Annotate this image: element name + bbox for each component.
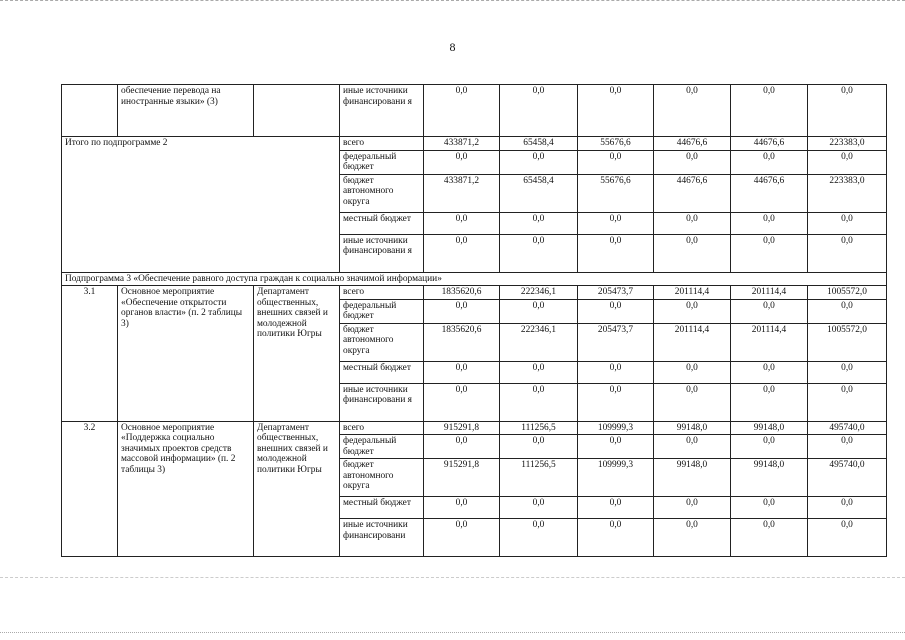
- value-cell: 201114,4: [731, 323, 808, 361]
- value-cell: 0,0: [731, 361, 808, 383]
- value-cell: 0,0: [500, 212, 578, 234]
- value-cell: 1005572,0: [808, 286, 887, 300]
- value-cell: 0,0: [578, 150, 654, 174]
- value-cell: 0,0: [731, 519, 808, 557]
- value-cell: 99148,0: [731, 421, 808, 435]
- value-cell: 0,0: [808, 497, 887, 519]
- value-cell: 0,0: [731, 383, 808, 421]
- value-cell: 0,0: [578, 435, 654, 459]
- value-cell: 0,0: [424, 361, 500, 383]
- value-cell: 0,0: [578, 85, 654, 137]
- value-cell: 0,0: [731, 435, 808, 459]
- value-cell: 0,0: [500, 383, 578, 421]
- value-cell: 222346,1: [500, 286, 578, 300]
- table-body: [62, 85, 887, 557]
- funding-source: федеральный бюджет: [340, 435, 424, 459]
- funding-source: всего: [340, 421, 424, 435]
- value-cell: 0,0: [654, 299, 731, 323]
- value-cell: 433871,2: [424, 174, 500, 212]
- funding-source: иные источники финансировани я: [340, 234, 424, 272]
- value-cell: 0,0: [654, 497, 731, 519]
- responsible-dept: [254, 85, 340, 137]
- row-number: 3.2: [62, 421, 118, 557]
- table-row: [62, 286, 887, 300]
- value-cell: 0,0: [654, 383, 731, 421]
- scan-edge-top: [0, 0, 905, 5]
- page-number: 8: [449, 40, 456, 54]
- value-cell: 0,0: [424, 299, 500, 323]
- value-cell: 44676,6: [654, 137, 731, 151]
- value-cell: 915291,8: [424, 459, 500, 497]
- value-cell: 0,0: [808, 150, 887, 174]
- value-cell: 0,0: [731, 85, 808, 137]
- value-cell: 0,0: [808, 234, 887, 272]
- funding-source: иные источники финансировани я: [340, 85, 424, 137]
- value-cell: 0,0: [731, 299, 808, 323]
- value-cell: 44676,6: [731, 174, 808, 212]
- value-cell: 0,0: [424, 435, 500, 459]
- value-cell: 109999,3: [578, 459, 654, 497]
- value-cell: 44676,6: [654, 174, 731, 212]
- value-cell: 0,0: [731, 212, 808, 234]
- value-cell: 0,0: [500, 435, 578, 459]
- measure-name: Основное мероприятие «Обеспечение открытости органов власти» (п. 2 таблицы 3): [118, 286, 254, 422]
- funding-source: местный бюджет: [340, 212, 424, 234]
- value-cell: 0,0: [578, 519, 654, 557]
- scan-fold-line: [0, 577, 905, 578]
- value-cell: 201114,4: [731, 286, 808, 300]
- value-cell: 0,0: [500, 519, 578, 557]
- value-cell: 0,0: [578, 234, 654, 272]
- value-cell: 0,0: [424, 85, 500, 137]
- funding-source: иные источники финансировани я: [340, 383, 424, 421]
- value-cell: 0,0: [808, 383, 887, 421]
- group-total-label: Итого по подпрограмме 2: [62, 137, 340, 273]
- value-cell: 0,0: [500, 299, 578, 323]
- budget-table: [61, 84, 887, 557]
- funding-source: федеральный бюджет: [340, 299, 424, 323]
- value-cell: 0,0: [424, 519, 500, 557]
- value-cell: 111256,5: [500, 459, 578, 497]
- value-cell: 0,0: [424, 150, 500, 174]
- table-row: [62, 421, 887, 435]
- funding-source: всего: [340, 286, 424, 300]
- value-cell: 0,0: [808, 85, 887, 137]
- subprogram-header-row: [62, 272, 887, 286]
- value-cell: 0,0: [500, 150, 578, 174]
- value-cell: 0,0: [578, 212, 654, 234]
- value-cell: 223383,0: [808, 174, 887, 212]
- value-cell: 0,0: [578, 361, 654, 383]
- value-cell: 1005572,0: [808, 323, 887, 361]
- value-cell: 495740,0: [808, 459, 887, 497]
- value-cell: 0,0: [578, 497, 654, 519]
- table-row: [62, 85, 887, 137]
- value-cell: 0,0: [808, 519, 887, 557]
- value-cell: 0,0: [654, 234, 731, 272]
- value-cell: 0,0: [654, 212, 731, 234]
- value-cell: 495740,0: [808, 421, 887, 435]
- value-cell: 201114,4: [654, 323, 731, 361]
- measure-name: Основное мероприятие «Поддержка социально значимых проектов средств массовой информации» (п. 2 таблицы 3): [118, 421, 254, 557]
- value-cell: 0,0: [424, 497, 500, 519]
- value-cell: 201114,4: [654, 286, 731, 300]
- value-cell: 55676,6: [578, 137, 654, 151]
- value-cell: 0,0: [808, 212, 887, 234]
- value-cell: 109999,3: [578, 421, 654, 435]
- funding-source: местный бюджет: [340, 361, 424, 383]
- row-number: [62, 85, 118, 137]
- funding-source: местный бюджет: [340, 497, 424, 519]
- value-cell: 0,0: [424, 212, 500, 234]
- value-cell: 0,0: [500, 497, 578, 519]
- responsible-dept: Департамент общественных, внешних связей и молодежной политики Югры: [254, 421, 340, 557]
- value-cell: 0,0: [424, 383, 500, 421]
- value-cell: 205473,7: [578, 323, 654, 361]
- value-cell: 0,0: [654, 435, 731, 459]
- value-cell: 0,0: [500, 234, 578, 272]
- scan-edge-bottom: [0, 632, 905, 637]
- value-cell: 55676,6: [578, 174, 654, 212]
- value-cell: 0,0: [654, 519, 731, 557]
- value-cell: 65458,4: [500, 174, 578, 212]
- value-cell: 111256,5: [500, 421, 578, 435]
- value-cell: 65458,4: [500, 137, 578, 151]
- value-cell: 0,0: [731, 150, 808, 174]
- funding-source: иные источники финансировани: [340, 519, 424, 557]
- value-cell: 44676,6: [731, 137, 808, 151]
- responsible-dept: Департамент общественных, внешних связей и молодежной политики Югры: [254, 286, 340, 422]
- value-cell: 0,0: [808, 299, 887, 323]
- value-cell: 0,0: [731, 234, 808, 272]
- value-cell: 0,0: [808, 435, 887, 459]
- value-cell: 1835620,6: [424, 323, 500, 361]
- funding-source: всего: [340, 137, 424, 151]
- value-cell: 0,0: [654, 85, 731, 137]
- value-cell: 223383,0: [808, 137, 887, 151]
- value-cell: 0,0: [424, 234, 500, 272]
- value-cell: 0,0: [808, 361, 887, 383]
- value-cell: 0,0: [578, 383, 654, 421]
- value-cell: 0,0: [654, 361, 731, 383]
- value-cell: 0,0: [731, 497, 808, 519]
- subprogram-title: Подпрограмма 3 «Обеспечение равного доступа граждан к социально значимой информации»: [62, 272, 887, 286]
- value-cell: 0,0: [654, 150, 731, 174]
- value-cell: 99148,0: [731, 459, 808, 497]
- value-cell: 1835620,6: [424, 286, 500, 300]
- value-cell: 0,0: [500, 361, 578, 383]
- funding-source: бюджет автономного округа: [340, 323, 424, 361]
- funding-source: федеральный бюджет: [340, 150, 424, 174]
- value-cell: 99148,0: [654, 459, 731, 497]
- value-cell: 915291,8: [424, 421, 500, 435]
- measure-name: обеспечение перевода на иностранные языки» (3): [118, 85, 254, 137]
- value-cell: 433871,2: [424, 137, 500, 151]
- funding-source: бюджет автономного округа: [340, 459, 424, 497]
- value-cell: 99148,0: [654, 421, 731, 435]
- value-cell: 0,0: [578, 299, 654, 323]
- value-cell: 222346,1: [500, 323, 578, 361]
- row-number: 3.1: [62, 286, 118, 422]
- value-cell: 0,0: [500, 85, 578, 137]
- funding-source: бюджет автономного округа: [340, 174, 424, 212]
- value-cell: 205473,7: [578, 286, 654, 300]
- table-row: [62, 137, 887, 151]
